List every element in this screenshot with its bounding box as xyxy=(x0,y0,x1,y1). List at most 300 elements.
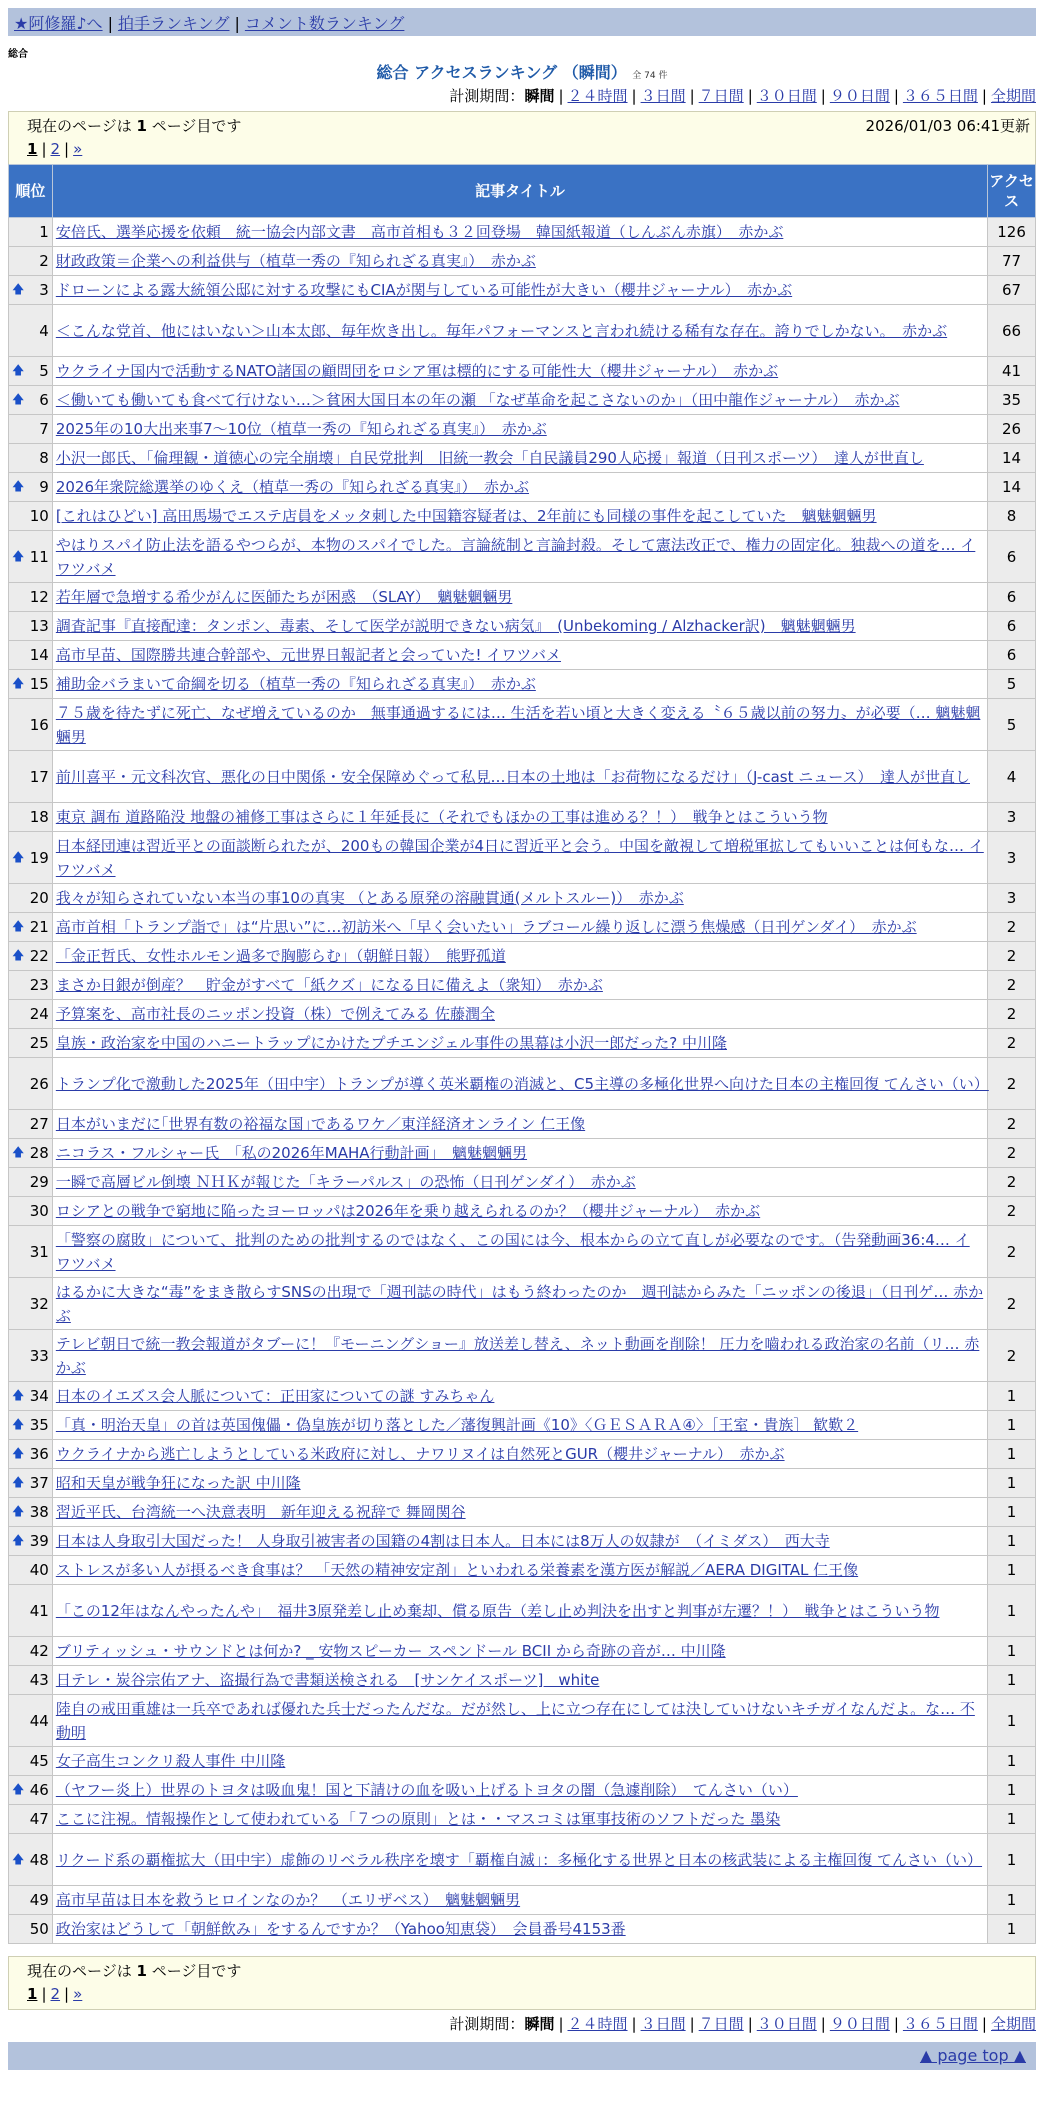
period-separator: | xyxy=(747,87,753,105)
article-link[interactable]: ここに注視。情報操作として使われている「７つの原則」とは・・マスコミは軍事技術のソフトだった 墨染 xyxy=(55,1810,781,1828)
arrow-up-icon: 🡅 xyxy=(12,1851,25,1866)
article-link[interactable]: 財政政策＝企業への利益供与（植草一秀の『知られざる真実』） 赤かぶ xyxy=(55,252,536,270)
access-count: 1 xyxy=(988,1915,1036,1944)
period-separator: | xyxy=(893,87,899,105)
rank-cell xyxy=(9,1168,53,1197)
article-link[interactable]: ロシアとの戦争で窮地に陥ったヨーロッパは2026年を乗り越えられるのか？（櫻井ジャーナル） 赤かぶ xyxy=(55,1202,761,1220)
rank-cell xyxy=(9,1527,53,1556)
title-cell xyxy=(52,1278,987,1330)
article-link[interactable]: 「金正哲氏、女性ホルモン過多で胸膨らむ」（朝鮮日報） 熊野孤道 xyxy=(55,947,506,965)
rank-cell xyxy=(9,670,53,699)
access-count: 3 xyxy=(988,803,1036,832)
page-text-suffix: ページ目です xyxy=(146,1962,242,1980)
article-link[interactable]: はるかに大きな“毒”をまき散らすSNSの出現で「週刊誌の時代」はもう終わったのか 週刊誌からみた「ニッポンの後退」（日刊ゲ… 赤かぶ xyxy=(55,1282,984,1325)
page-separator: | xyxy=(64,1985,70,2003)
article-link[interactable]: 高市早苗、国際勝共連合幹部や、元世界日報記者と会っていた! イワツバメ xyxy=(55,646,562,664)
rank-number: 18 xyxy=(29,808,49,826)
table-header-row xyxy=(9,165,1036,218)
rank-number: 30 xyxy=(29,1202,49,1220)
access-count: 2 xyxy=(988,1197,1036,1226)
period-separator: | xyxy=(893,2015,899,2033)
rank-cell xyxy=(9,832,53,884)
page-link-2[interactable]: » xyxy=(73,1985,83,2003)
arrow-up-icon: 🡅 xyxy=(12,363,25,377)
access-count: 1 xyxy=(988,1747,1036,1776)
article-link[interactable]: リクード系の覇権拡大（田中宇）虚飾のリベラル秩序を壊す「覇権自滅」：多極化する世界と日本の核武装による主権回復 てんさい（い） xyxy=(55,1850,983,1869)
period-label: 計測期間： xyxy=(449,2015,525,2033)
table-row xyxy=(9,583,1036,612)
rank-cell xyxy=(9,444,53,473)
period-separator: | xyxy=(981,2015,987,2033)
period-selector-bottom xyxy=(449,2013,1036,2034)
access-count: 2 xyxy=(988,971,1036,1000)
rank-cell xyxy=(9,1556,53,1585)
pager-top xyxy=(8,111,1036,165)
table-row xyxy=(9,1330,1036,1382)
rank-cell xyxy=(9,276,53,305)
article-link[interactable]: 日本がいまだに｢世界有数の裕福な国｣であるワケ／東洋経済オンライン 仁王像 xyxy=(55,1115,586,1133)
article-link[interactable]: 日本のイエズス会人脈について：正田家についての謎 すみちゃん xyxy=(55,1387,495,1405)
rank-cell xyxy=(9,1411,53,1440)
rank-cell xyxy=(9,1747,53,1776)
article-link[interactable]: 補助金バラまいて命綱を切る（植草一秀の『知られざる真実』） 赤かぶ xyxy=(55,675,536,693)
header-title: 記事タイトル xyxy=(52,165,987,218)
rank-cell xyxy=(9,247,53,276)
period-link-6[interactable]: 全期間 xyxy=(990,87,1036,105)
article-link[interactable]: ニコラス・フルシャー氏 「私の2026年MAHA行動計画」 魑魅魍魎男 xyxy=(55,1144,528,1162)
rank-cell xyxy=(9,1330,53,1382)
table-row xyxy=(9,1695,1036,1747)
table-row xyxy=(9,1440,1036,1469)
rank-cell xyxy=(9,502,53,531)
access-count: 1 xyxy=(988,1440,1036,1469)
title-cell xyxy=(52,415,987,444)
arrow-up-icon: 🡅 xyxy=(12,1475,25,1489)
access-count: 4 xyxy=(988,751,1036,803)
title-cell xyxy=(52,444,987,473)
access-count: 2 xyxy=(988,1029,1036,1058)
article-link[interactable]: 女子高生コンクリ殺人事件 中川隆 xyxy=(55,1752,286,1770)
article-link[interactable]: 「この12年はなんやったんや」 福井3原発差し止め棄却、償る原告（差し止め判決を出すと判事が左遷？！） 戦争とはこういう物 xyxy=(55,1601,940,1620)
page-links xyxy=(27,140,82,158)
page-separator: | xyxy=(41,140,47,158)
title-cell xyxy=(52,218,987,247)
title-cell xyxy=(52,884,987,913)
rank-cell xyxy=(9,531,53,583)
period-current: 瞬間 xyxy=(524,2015,555,2033)
article-link[interactable]: 日本は人身取引大国だった！ 人身取引被害者の国籍の4割は日本人。日本には8万人の奴隷が （イミダス） 西大寺 xyxy=(55,1532,830,1550)
period-link-6[interactable]: 全期間 xyxy=(990,2015,1036,2033)
table-row xyxy=(9,1498,1036,1527)
title-cell xyxy=(52,305,987,357)
rank-number: 47 xyxy=(29,1810,49,1828)
total-count: 全 74 件 xyxy=(632,71,668,81)
title-cell xyxy=(52,247,987,276)
article-link[interactable]: ＜こんな党首、他にはいない＞山本太郎、毎年炊き出し。毎年パフォーマンスと言われ続ける稀有な存在。誇りでしかない。 赤かぶ xyxy=(55,321,948,340)
page-current: 1 xyxy=(27,140,38,158)
arrow-up-icon: 🡅 xyxy=(12,1145,25,1159)
article-link[interactable]: ドローンによる露大統領公邸に対する攻撃にもCIAが関与している可能性が大きい（櫻井ジャーナル） 赤かぶ xyxy=(55,281,793,299)
article-link[interactable]: ウクライナ国内で活動するNATO諸国の顧問団をロシア軍は標的にする可能性大（櫻井ジャーナル） 赤かぶ xyxy=(55,362,779,380)
table-row xyxy=(9,1915,1036,1944)
article-link[interactable]: 昭和天皇が戦争狂になった訳 中川隆 xyxy=(55,1474,301,1492)
access-count: 66 xyxy=(988,305,1036,357)
rank-number: 22 xyxy=(29,947,49,965)
rank-number: 3 xyxy=(39,281,49,299)
article-link[interactable]: 習近平氏、台湾統一へ決意表明 新年迎える祝辞で 舞岡関谷 xyxy=(55,1503,466,1521)
title-cell xyxy=(52,1029,987,1058)
article-link[interactable]: ウクライナから逃亡しようとしている米政府に対し、ナワリヌイは自然死とGUR（櫻井ジャーナル） 赤かぶ xyxy=(55,1445,785,1463)
article-link[interactable]: 2026年衆院総選挙のゆくえ（植草一秀の『知られざる真実』） 赤かぶ xyxy=(55,478,530,496)
title-cell xyxy=(52,670,987,699)
article-link[interactable]: 調査記事『直接配達：タンポン、毒素、そして医学が説明できない病気』 (Unbekoming / Alzhacker訳) 魑魅魍魎男 xyxy=(55,617,856,635)
rank-number: 36 xyxy=(29,1445,49,1463)
title-cell xyxy=(52,1330,987,1382)
access-count: 1 xyxy=(988,1695,1036,1747)
period-separator: | xyxy=(689,87,695,105)
article-link[interactable]: 東京 調布 道路陥没 地盤の補修工事はさらに１年延長に（それでもほかの工事は進める？！） 戦争とはこういう物 xyxy=(55,808,828,826)
title-cell xyxy=(52,1805,987,1834)
current-page-text xyxy=(27,1960,241,1981)
rank-number: 48 xyxy=(29,1850,49,1869)
period-link-1[interactable]: ３日間 xyxy=(640,2015,686,2033)
period-separator: | xyxy=(631,87,637,105)
access-count: 2 xyxy=(988,1110,1036,1139)
article-link[interactable]: [これはひどい] 高田馬場でエステ店員をメッタ刺した中国籍容疑者は、2年前にも同様の事件を起こしていた 魑魅魍魎男 xyxy=(55,507,877,525)
table-row xyxy=(9,1168,1036,1197)
period-link-0[interactable]: ２４時間 xyxy=(567,87,628,105)
period-link-2[interactable]: ７日間 xyxy=(698,87,744,105)
title-cell xyxy=(52,1834,987,1886)
table-row xyxy=(9,670,1036,699)
rank-number: 17 xyxy=(29,767,49,786)
table-row xyxy=(9,1226,1036,1278)
article-link[interactable]: 高市早苗は日本を救うヒロインなのか？ （エリザベス） 魑魅魍魎男 xyxy=(55,1891,521,1909)
rank-number: 11 xyxy=(29,547,49,566)
table-row xyxy=(9,1000,1036,1029)
arrow-up-icon: 🡅 xyxy=(12,548,25,563)
article-link[interactable]: 前川喜平・元文科次官、悪化の日中関係・安全保障めぐって私見…日本の土地は「お荷物になるだけ」（J-cast ニュース） 達人が世直し xyxy=(55,767,970,786)
rank-number: 25 xyxy=(29,1034,49,1052)
arrow-up-icon: 🡅 xyxy=(12,1782,25,1796)
article-link[interactable]: （ヤフー炎上）世界のトヨタは吸血鬼！国と下請けの血を吸い上げるトヨタの闇（急遽削除） てんさい（い） xyxy=(55,1781,798,1799)
page-number: 1 xyxy=(136,117,147,135)
title-cell xyxy=(52,583,987,612)
access-count: 6 xyxy=(988,612,1036,641)
table-row xyxy=(9,1585,1036,1637)
article-link[interactable]: 高市首相「トランプ詣で」は“片思い”に…初訪米へ「早く会いたい」ラブコール繰り返しに漂う焦燥感（日刊ゲンダイ） 赤かぶ xyxy=(55,918,917,936)
title-cell xyxy=(52,1197,987,1226)
period-link-4[interactable]: ９０日間 xyxy=(829,2015,890,2033)
access-count: 1 xyxy=(988,1585,1036,1637)
article-link[interactable]: ブリティッシュ・サウンドとは何か? _ 安物スピーカー スペンドール BCII から奇跡の音が… 中川隆 xyxy=(55,1642,726,1660)
access-count: 2 xyxy=(988,1000,1036,1029)
table-row xyxy=(9,971,1036,1000)
header-count: アクセス xyxy=(988,165,1036,218)
access-count: 26 xyxy=(988,415,1036,444)
title-cell xyxy=(52,531,987,583)
rank-cell xyxy=(9,386,53,415)
table-row xyxy=(9,276,1036,305)
arrow-up-icon: 🡅 xyxy=(12,1388,25,1402)
period-link-0[interactable]: ２４時間 xyxy=(567,2015,628,2033)
article-link[interactable]: 若年層で急増する希少がんに医師たちが困惑 （SLAY） 魑魅魍魎男 xyxy=(55,588,513,606)
section-tag: 総合 xyxy=(8,49,28,60)
title-cell xyxy=(52,751,987,803)
nav-link-clap-ranking[interactable]: 拍手ランキング xyxy=(117,14,230,33)
table-row xyxy=(9,502,1036,531)
page-separator: | xyxy=(41,1985,47,2003)
title-cell xyxy=(52,1440,987,1469)
rank-cell xyxy=(9,1776,53,1805)
rank-cell xyxy=(9,1585,53,1637)
period-separator: | xyxy=(631,2015,637,2033)
rank-number: 32 xyxy=(29,1294,49,1313)
article-link[interactable]: 皇族・政治家を中国のハニートラップにかけたプチエンジェル事件の黒幕は小沢一郎だった? 中川隆 xyxy=(55,1034,727,1052)
rank-cell xyxy=(9,1915,53,1944)
title-cell xyxy=(52,1886,987,1915)
rank-number: 24 xyxy=(29,1005,49,1023)
table-row xyxy=(9,803,1036,832)
rank-cell xyxy=(9,1382,53,1411)
article-link[interactable]: 「警察の腐敗」について、批判のための批判するのではなく、この国には今、根本からの立て直しが必要なのです。（告発動画36:4… イワツバメ xyxy=(55,1230,970,1273)
rank-number: 20 xyxy=(29,889,49,907)
rank-number: 12 xyxy=(29,588,49,606)
table-row xyxy=(9,1110,1036,1139)
article-link[interactable]: 一瞬で高層ビル倒壊 ＮＨＫが報じた「キラーパルス」の恐怖（日刊ゲンダイ） 赤かぶ xyxy=(55,1173,636,1191)
access-count: 1 xyxy=(988,1382,1036,1411)
rank-number: 39 xyxy=(29,1532,49,1550)
article-link[interactable]: 2025年の10大出来事7～10位（植草一秀の『知られざる真実』） 赤かぶ xyxy=(55,420,547,438)
period-separator: | xyxy=(558,87,564,105)
table-row xyxy=(9,1747,1036,1776)
access-count: 1 xyxy=(988,1834,1036,1886)
rank-cell xyxy=(9,1110,53,1139)
access-count: 35 xyxy=(988,386,1036,415)
access-count: 14 xyxy=(988,444,1036,473)
table-row xyxy=(9,1411,1036,1440)
rank-number: 26 xyxy=(29,1074,49,1093)
table-row xyxy=(9,247,1036,276)
rank-cell xyxy=(9,415,53,444)
page-links xyxy=(27,1985,82,2003)
table-row xyxy=(9,641,1036,670)
article-link[interactable]: 「真・明治天皇」の首は英国傀儡・偽皇族が切り落とした／藩復興計画《10》〈ＧＥＳＡＲＡ④〉［王室・貴族］ 歓歎２ xyxy=(55,1416,859,1434)
table-row xyxy=(9,832,1036,884)
page-top-link[interactable]: ▲ page top ▲ xyxy=(919,2046,1026,2065)
table-row xyxy=(9,884,1036,913)
title-cell xyxy=(52,1747,987,1776)
ranking-title-block xyxy=(8,60,1036,83)
period-selector-top xyxy=(449,85,1036,106)
title-cell xyxy=(52,1585,987,1637)
rank-number: 45 xyxy=(29,1752,49,1770)
period-separator: | xyxy=(747,2015,753,2033)
table-row xyxy=(9,1886,1036,1915)
ranking-body xyxy=(9,218,1036,1944)
access-count: 8 xyxy=(988,502,1036,531)
header-rank: 順位 xyxy=(9,165,53,218)
access-count: 2 xyxy=(988,1139,1036,1168)
article-link[interactable]: 陸自の戒田重雄は一兵卒であれば優れた兵士だったんだな。だが然し、上に立つ存在にしては決していけないキチガイなんだよ。な… 不動明 xyxy=(55,1699,975,1742)
title-cell xyxy=(52,276,987,305)
access-count: 2 xyxy=(988,1330,1036,1382)
title-cell xyxy=(52,473,987,502)
access-count: 1 xyxy=(988,1805,1036,1834)
period-link-5[interactable]: ３６５日間 xyxy=(902,2015,978,2033)
table-row xyxy=(9,386,1036,415)
article-link[interactable]: まさか日銀が倒産？ 貯金がすべて「紙クズ」になる日に備えよ（衆知） 赤かぶ xyxy=(55,976,603,994)
table-row xyxy=(9,1805,1036,1834)
title-cell xyxy=(52,1776,987,1805)
period-link-3[interactable]: ３０日間 xyxy=(756,2015,817,2033)
article-link[interactable]: ＜働いても働いても食べて行けない…＞貧困大国日本の年の瀬 「なぜ革命を起こさないのか」（田中龍作ジャーナル） 赤かぶ xyxy=(55,391,900,409)
rank-number: 40 xyxy=(29,1561,49,1579)
rank-cell xyxy=(9,357,53,386)
access-count: 1 xyxy=(988,1498,1036,1527)
table-row xyxy=(9,1469,1036,1498)
rank-cell xyxy=(9,1139,53,1168)
period-link-3[interactable]: ３０日間 xyxy=(756,87,817,105)
table-row xyxy=(9,357,1036,386)
access-count: 1 xyxy=(988,1527,1036,1556)
table-row xyxy=(9,1666,1036,1695)
rank-number: 28 xyxy=(29,1144,49,1162)
current-page-text xyxy=(27,115,241,136)
article-link[interactable]: ストレスが多い人が摂るべき食事は？ 「天然の精神安定剤」といわれる栄養素を漢方医が解説／AERA DIGITAL 仁王像 xyxy=(55,1561,859,1579)
page-link-2[interactable]: » xyxy=(73,140,83,158)
period-separator: | xyxy=(820,87,826,105)
page-link-1[interactable]: 2 xyxy=(50,1985,61,2003)
footer-bar xyxy=(8,2042,1036,2070)
title-cell xyxy=(52,699,987,751)
rank-number: 14 xyxy=(29,646,49,664)
rank-number: 43 xyxy=(29,1671,49,1689)
article-link[interactable]: 安倍氏、選挙応援を依頼 統一協会内部文書 高市首相も３２回登場 韓国紙報道（しんぶん赤旗） 赤かぶ xyxy=(55,223,784,241)
table-row xyxy=(9,473,1036,502)
rank-number: 44 xyxy=(29,1711,49,1730)
article-link[interactable]: ７５歳を待たずに死亡、なぜ増えているのか 無事通過するには… 生活を若い頃と大きく変える〝６５歳以前の努力〟が必要（… 魑魅魍魎男 xyxy=(55,703,981,746)
title-cell xyxy=(52,971,987,1000)
rank-number: 49 xyxy=(29,1891,49,1909)
rank-number: 27 xyxy=(29,1115,49,1133)
rank-number: 41 xyxy=(29,1601,49,1620)
article-link[interactable]: 予算案を、高市社長のニッポン投資（株）で例えてみる 佐藤潤全 xyxy=(55,1005,495,1023)
rank-number: 46 xyxy=(29,1781,49,1799)
rank-number: 5 xyxy=(39,362,49,380)
access-count: 1 xyxy=(988,1469,1036,1498)
title-cell xyxy=(52,1058,987,1110)
title-cell xyxy=(52,1915,987,1944)
table-row xyxy=(9,1382,1036,1411)
rank-number: 9 xyxy=(39,478,49,496)
rank-cell xyxy=(9,942,53,971)
rank-number: 10 xyxy=(29,507,49,525)
rank-cell xyxy=(9,1058,53,1110)
table-row xyxy=(9,1197,1036,1226)
rank-cell xyxy=(9,1226,53,1278)
period-separator: | xyxy=(689,2015,695,2033)
title-cell xyxy=(52,1695,987,1747)
article-link[interactable]: 日テレ・炭谷宗佑アナ、盗撮行為で書類送検される [サンケイスポーツ] white xyxy=(55,1671,600,1689)
article-link[interactable]: 我々が知らされていない本当の事10の真実 （とある原発の溶融貫通(メルトスルー)） 赤かぶ xyxy=(55,889,684,907)
arrow-up-icon: 🡅 xyxy=(12,392,25,406)
arrow-up-icon: 🡅 xyxy=(12,479,25,493)
access-count: 1 xyxy=(988,1556,1036,1585)
table-row xyxy=(9,1278,1036,1330)
title-cell xyxy=(52,942,987,971)
title-cell xyxy=(52,1110,987,1139)
article-link[interactable]: 日本経団連は習近平との面談断られたが、200もの韓国企業が4日に習近平と会う。中国を敵視して増税軍拡してもいいことは何もな… イワツバメ xyxy=(55,836,984,879)
period-link-4[interactable]: ９０日間 xyxy=(829,87,890,105)
rank-number: 16 xyxy=(29,715,49,734)
table-row xyxy=(9,1527,1036,1556)
title-cell xyxy=(52,1382,987,1411)
table-row xyxy=(9,305,1036,357)
title-cell xyxy=(52,1498,987,1527)
title-cell xyxy=(52,832,987,884)
period-link-1[interactable]: ３日間 xyxy=(640,87,686,105)
rank-cell xyxy=(9,913,53,942)
article-link[interactable]: トランプ化で激動した2025年（田中宇）トランプが導く英米覇権の消滅と、C5主導の多極化世界へ向けた日本の主権回復 てんさい（い） xyxy=(55,1074,989,1093)
access-count: 6 xyxy=(988,641,1036,670)
title-cell xyxy=(52,1637,987,1666)
article-link[interactable]: テレビ朝日で統一教会報道がタブーに！『モーニングショー』放送差し替え、ネット動画を削除！ 圧力を嚙われる政治家の名前（リ… 赤かぶ xyxy=(55,1334,980,1377)
rank-cell xyxy=(9,1197,53,1226)
updated-timestamp: 2026/01/03 06:41更新 xyxy=(865,117,1030,135)
article-link[interactable]: 小沢一郎氏、「倫理観・道徳心の完全崩壊」自民党批判 旧統一教会「自民議員290人応援」報道（日刊スポーツ） 達人が世直し xyxy=(55,449,924,467)
period-current: 瞬間 xyxy=(524,87,555,105)
table-row xyxy=(9,942,1036,971)
period-separator: | xyxy=(558,2015,564,2033)
table-row xyxy=(9,1556,1036,1585)
rank-cell xyxy=(9,1834,53,1886)
table-row xyxy=(9,444,1036,473)
arrow-up-icon: 🡅 xyxy=(12,282,25,296)
table-row xyxy=(9,699,1036,751)
rank-cell xyxy=(9,751,53,803)
page-number: 1 xyxy=(136,1962,147,1980)
period-separator: | xyxy=(820,2015,826,2033)
rank-number: 13 xyxy=(29,617,49,635)
rank-cell xyxy=(9,641,53,670)
rank-number: 37 xyxy=(29,1474,49,1492)
access-count: 67 xyxy=(988,276,1036,305)
nav-link-comment-ranking[interactable]: コメント数ランキング xyxy=(244,14,405,33)
page-text-suffix: ページ目です xyxy=(146,117,242,135)
nav-link-asyura[interactable]: ★阿修羅♪へ xyxy=(14,14,103,33)
ranking-table xyxy=(8,164,1036,1944)
page-link-1[interactable]: 2 xyxy=(50,140,61,158)
access-count: 1 xyxy=(988,1666,1036,1695)
rank-number: 23 xyxy=(29,976,49,994)
rank-cell xyxy=(9,583,53,612)
title-cell xyxy=(52,502,987,531)
page-text-prefix: 現在のページは xyxy=(27,1962,137,1980)
ranking-title: 総合 アクセスランキング （瞬間） xyxy=(376,63,627,82)
title-cell xyxy=(52,612,987,641)
title-cell xyxy=(52,386,987,415)
title-cell xyxy=(52,1411,987,1440)
period-label: 計測期間： xyxy=(449,87,525,105)
article-link[interactable]: やはりスパイ防止法を語るやつらが、本物のスパイでした。言論統制と言論封殺。そして憲法改正で、権力の固定化。独裁への道を… イワツバメ xyxy=(55,535,976,578)
arrow-up-icon: 🡅 xyxy=(12,1446,25,1460)
period-link-5[interactable]: ３６５日間 xyxy=(902,87,978,105)
period-link-2[interactable]: ７日間 xyxy=(698,2015,744,2033)
article-link[interactable]: 政治家はどうして「朝鮮飲み」をするんですか？（Yahoo知恵袋） 会員番号4153番 xyxy=(55,1920,626,1938)
access-count: 1 xyxy=(988,1776,1036,1805)
access-count: 6 xyxy=(988,531,1036,583)
